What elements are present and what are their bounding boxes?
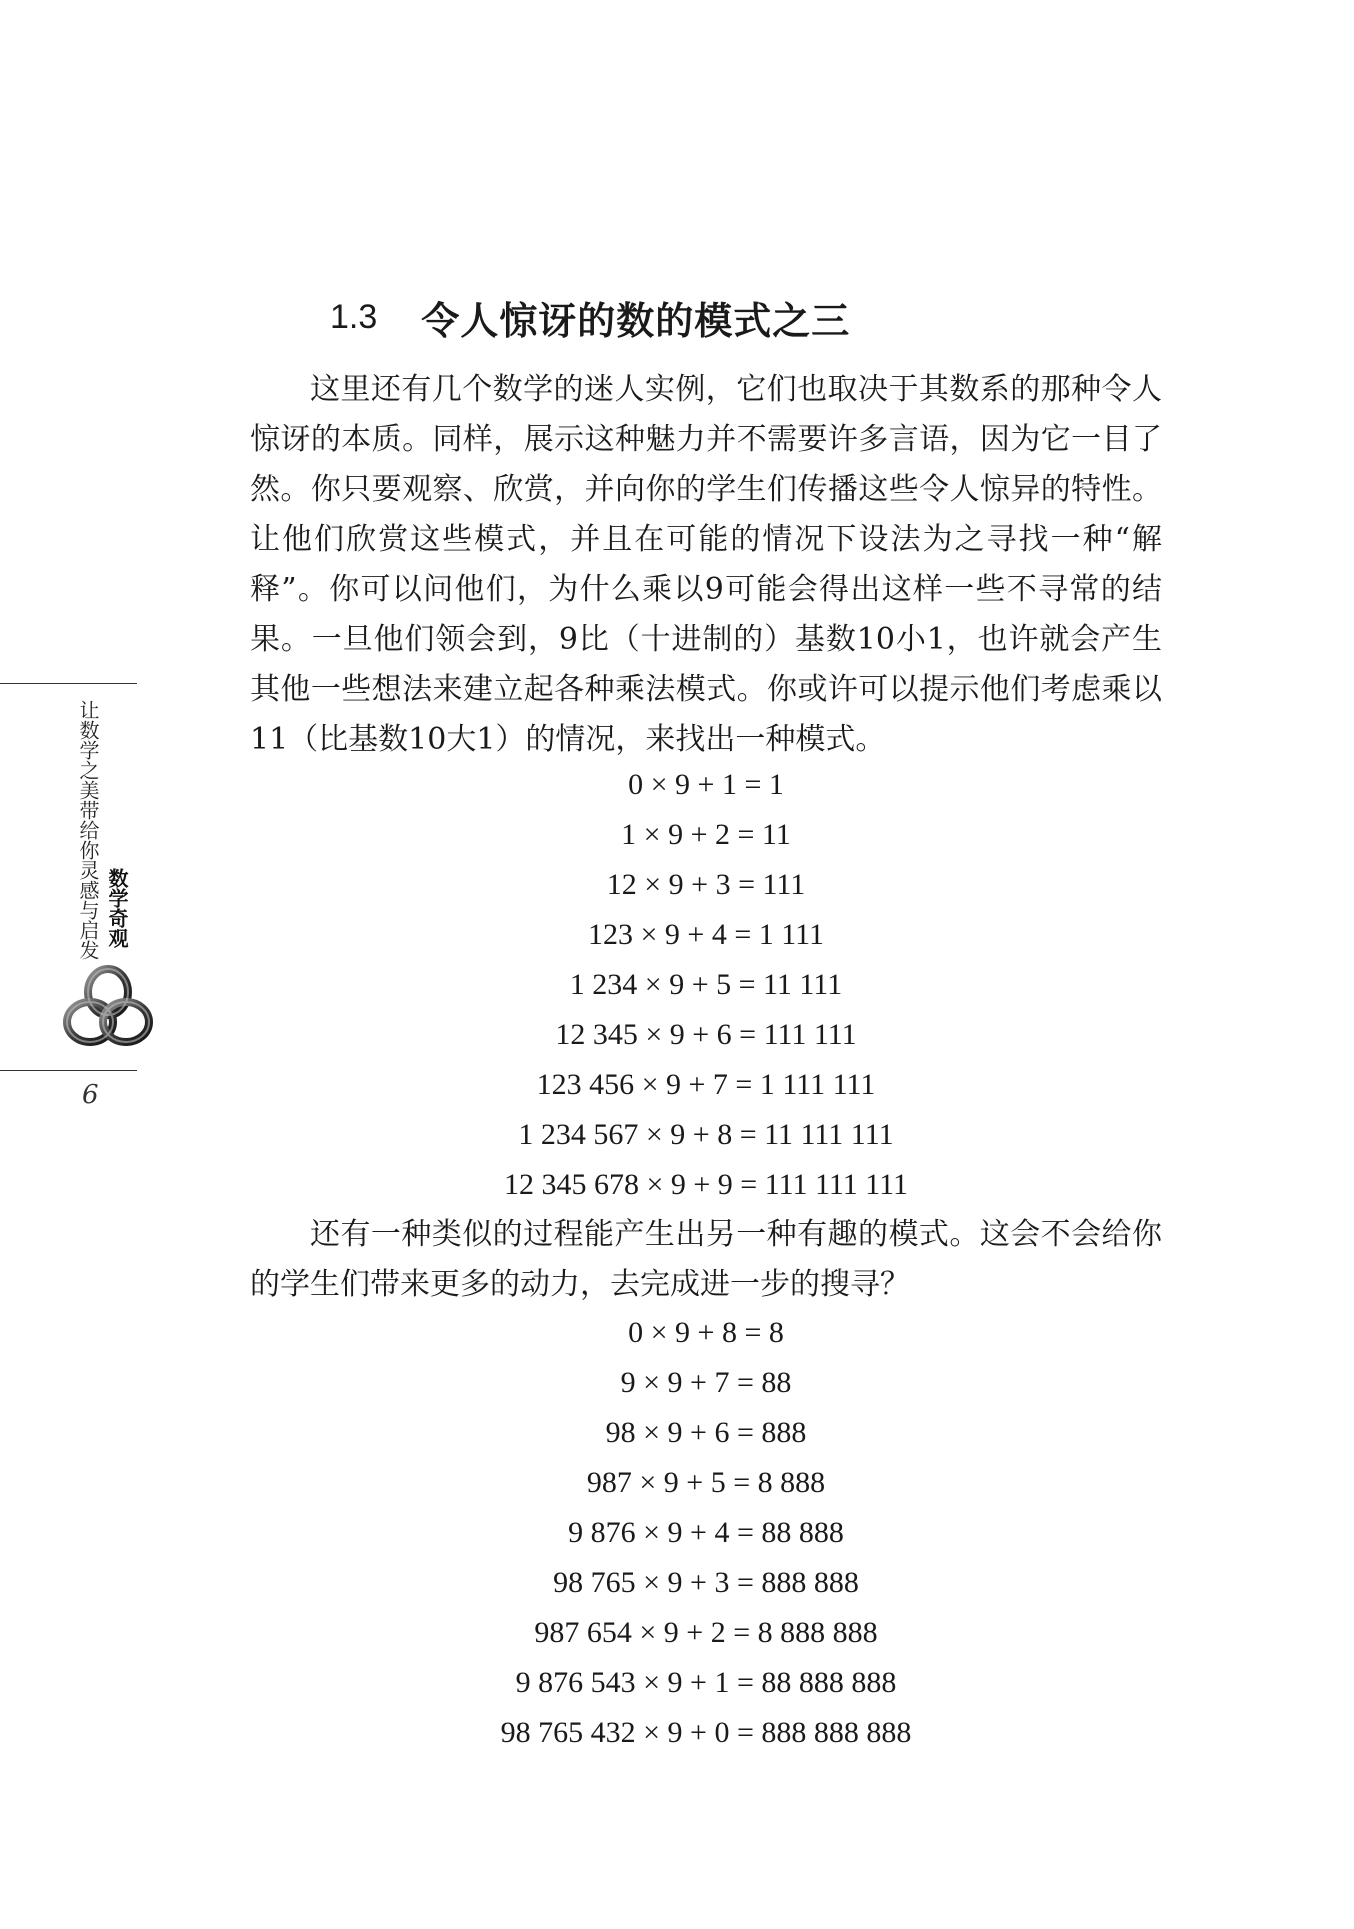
series-title: 让数学之美带给你灵感与启发 [76,700,100,960]
equation: 98 × 9 + 6 = 888 [605,1416,807,1449]
equation: 0 × 9 + 1 = 1 [628,768,784,801]
equation: 9 876 543 × 9 + 1 = 88 888 888 [515,1666,897,1699]
equation: 12 × 9 + 3 = 111 [606,868,806,901]
section-heading [330,292,850,342]
trefoil-knot-icon [62,962,154,1052]
equation: 123 456 × 9 + 7 = 1 111 111 [536,1068,876,1101]
section-number: 1.3 [330,297,378,336]
equation: 1 × 9 + 2 = 11 [621,818,791,851]
equation: 1 234 567 × 9 + 8 = 11 111 111 [518,1118,894,1151]
equation: 987 654 × 9 + 2 = 8 888 888 [534,1616,878,1649]
equation: 0 × 9 + 8 = 8 [628,1316,784,1349]
equation-block-eights [250,1308,1162,1758]
equation: 987 × 9 + 5 = 8 888 [586,1466,826,1499]
paragraph-second: 还有一种类似的过程能产生出另一种有趣的模式。这会不会给你的学生们带来更多的动力，去完成进一步的搜寻？ [250,1217,1162,1302]
equation: 9 876 × 9 + 4 = 88 888 [568,1516,844,1549]
equation: 98 765 432 × 9 + 0 = 888 888 888 [500,1716,912,1749]
book-title: 数学奇观 [105,868,129,948]
page-number: 6 [82,1080,99,1110]
equation: 9 × 9 + 7 = 88 [620,1366,792,1399]
equation: 1 234 × 9 + 5 = 11 111 [569,968,843,1001]
equation: 123 × 9 + 4 = 1 111 [587,918,825,951]
paragraph-intro: 这里还有几个数学的迷人实例，它们也取决于其数系的那种令人惊讶的本质。同样，展示这种魅力并不需要许多言语，因为它一目了然。你只要观察、欣赏，并向你的学生们传播这些令人惊异的特性。让他们欣赏这些模式，并且在可能的情况下设法为之寻找一种“解释”。你可以问他们，为什么乘以9可能会得出这样一些不寻常的结果。一旦他们领会到，9比（十进制的）基数10小1，也许就会产生其他一些想法来建立起各种乘法模式。你或许可以提示他们考虑乘以11（比基数10大1）的情况，来找出一种模式。 [250,372,1162,757]
equation: 12 345 678 × 9 + 9 = 111 111 111 [503,1168,909,1201]
margin-divider-top [0,683,137,684]
section-title: 令人惊讶的数的模式之三 [421,298,851,343]
equation: 12 345 × 9 + 6 = 111 111 [555,1018,857,1051]
equation-block-ones [250,760,1162,1210]
margin-divider-bottom [0,1070,137,1071]
equation: 98 765 × 9 + 3 = 888 888 [553,1566,859,1599]
